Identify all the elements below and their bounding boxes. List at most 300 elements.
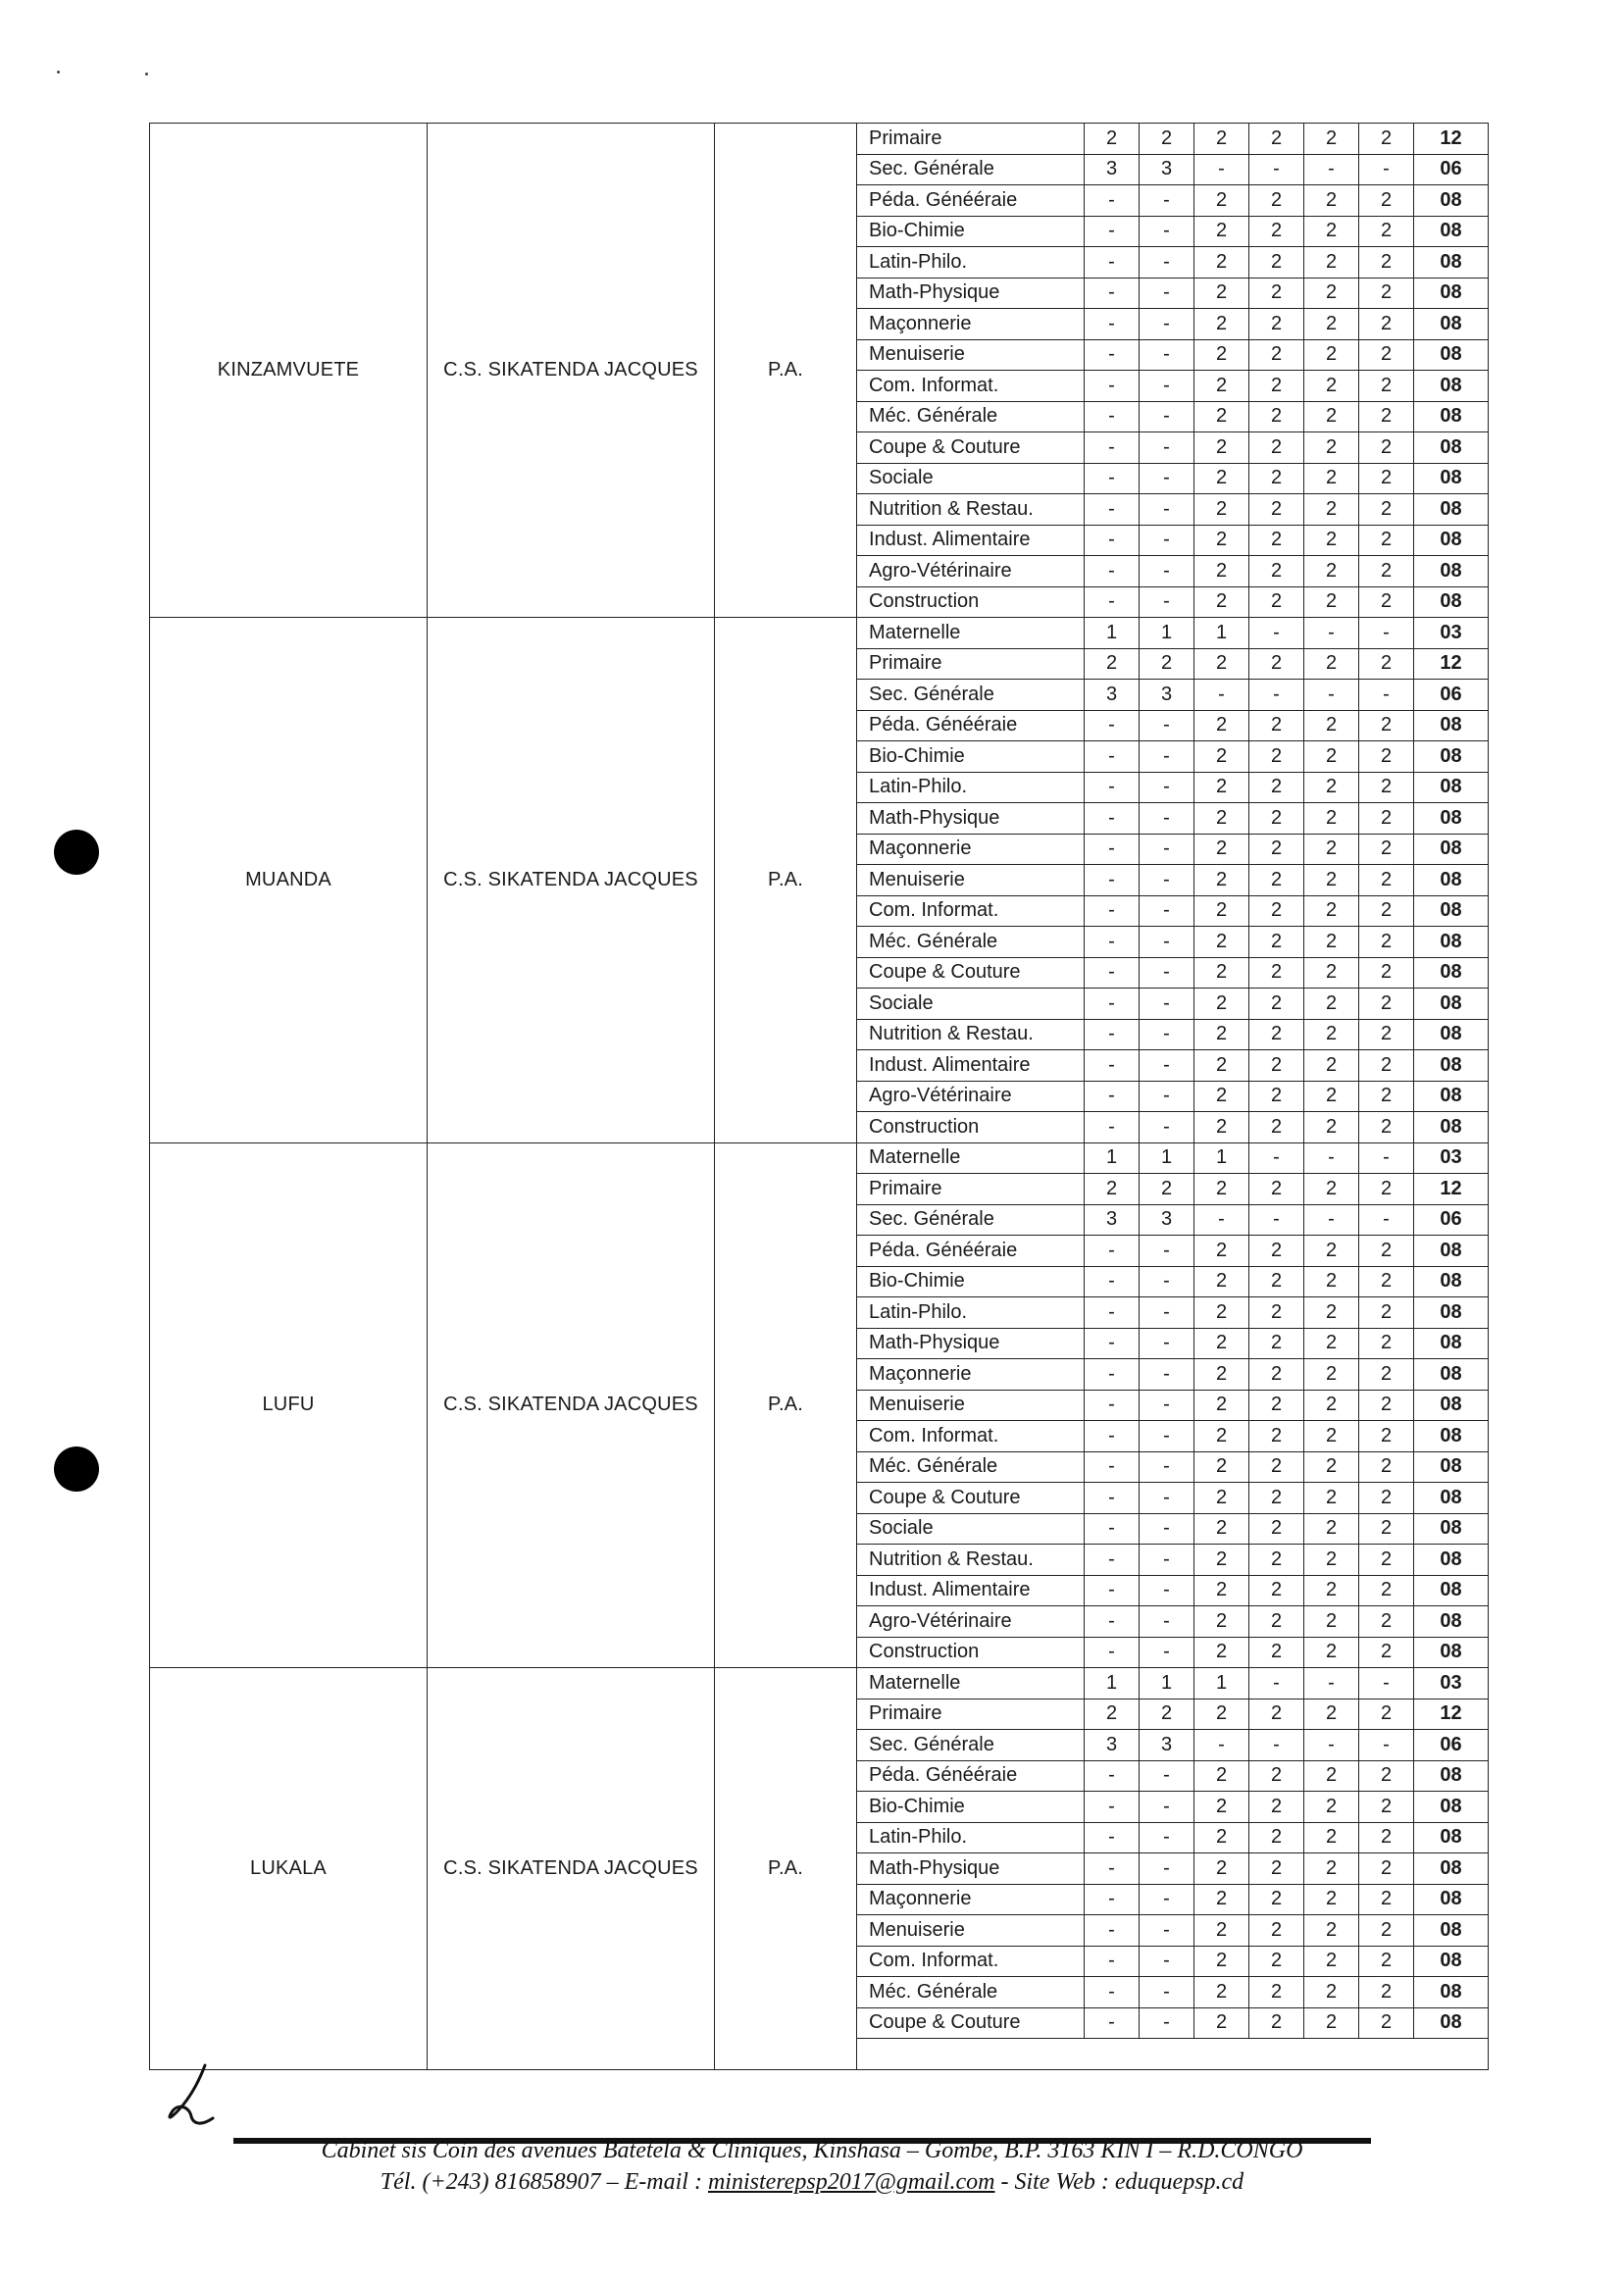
count-cell: 1 [1194,1668,1249,1700]
manager-cell: C.S. SIKATENDA JACQUES [428,124,715,618]
section-cell: Math-Physique [857,1328,1085,1359]
count-cell: 1 [1085,618,1140,649]
count-cell: 2 [1359,463,1414,494]
count-cell: 2 [1249,1451,1304,1483]
total-cell: 12 [1414,1174,1489,1205]
count-cell: 2 [1304,556,1359,587]
count-cell: - [1140,278,1194,309]
count-cell: 2 [1304,772,1359,803]
count-cell: 2 [1304,525,1359,556]
total-cell: 08 [1414,525,1489,556]
count-cell: - [1140,1081,1194,1112]
count-cell: - [1140,1359,1194,1391]
count-cell: 2 [1359,1112,1414,1143]
total-cell: 06 [1414,1204,1489,1236]
staffing-table [149,123,1489,2070]
count-cell: 1 [1140,1142,1194,1174]
total-cell: 08 [1414,463,1489,494]
count-cell: 2 [1359,339,1414,371]
count-cell: 2 [1359,865,1414,896]
count-cell: - [1085,432,1140,464]
count-cell: 2 [1359,124,1414,155]
total-cell: 08 [1414,309,1489,340]
count-cell: 2 [1304,1977,1359,2008]
total-cell: 08 [1414,401,1489,432]
footer-phone: Tél. (+243) 816858907 – E-mail : [380,2169,702,2195]
count-cell: 2 [1304,1853,1359,1885]
count-cell: - [1140,185,1194,217]
count-cell: - [1085,525,1140,556]
section-cell: Math-Physique [857,1853,1085,1885]
count-cell: 2 [1359,2007,1414,2039]
scan-speck [145,73,148,76]
section-cell: Indust. Alimentaire [857,1050,1085,1082]
count-cell: - [1140,216,1194,247]
count-cell: - [1359,1668,1414,1700]
count-cell: 2 [1304,309,1359,340]
count-cell: 2 [1249,401,1304,432]
count-cell: - [1085,1575,1140,1606]
section-cell: Péda. Génééraie [857,185,1085,217]
count-cell: - [1085,463,1140,494]
table-row [150,1142,1489,1174]
total-cell: 12 [1414,1699,1489,1730]
count-cell: - [1249,1142,1304,1174]
total-cell: 12 [1414,648,1489,680]
section-cell: Latin-Philo. [857,247,1085,279]
count-cell: - [1140,1390,1194,1421]
count-cell: - [1140,1760,1194,1792]
count-cell: 2 [1249,803,1304,835]
count-cell: - [1140,556,1194,587]
count-cell: 2 [1304,927,1359,958]
count-cell: 2 [1194,2007,1249,2039]
total-cell: 08 [1414,1915,1489,1947]
count-cell: 2 [1194,1050,1249,1082]
count-cell: 2 [1304,741,1359,773]
count-cell: 2 [1249,309,1304,340]
count-cell: 2 [1249,494,1304,526]
count-cell: 2 [1359,1946,1414,1977]
count-cell: 2 [1359,278,1414,309]
manager-cell: C.S. SIKATENDA JACQUES [428,1668,715,2070]
count-cell: 2 [1359,957,1414,989]
total-cell: 08 [1414,1390,1489,1421]
count-cell: 2 [1249,865,1304,896]
count-cell: 2 [1194,1421,1249,1452]
status-cell: P.A. [715,124,857,618]
count-cell: 2 [1359,1081,1414,1112]
count-cell: 1 [1140,1668,1194,1700]
section-cell: Nutrition & Restau. [857,494,1085,526]
count-cell: 2 [1249,1606,1304,1638]
count-cell: 2 [1304,247,1359,279]
count-cell: 2 [1359,1266,1414,1297]
total-cell: 08 [1414,1822,1489,1853]
count-cell: 2 [1249,1390,1304,1421]
section-cell: Péda. Génééraie [857,1760,1085,1792]
count-cell: 2 [1249,648,1304,680]
count-cell: - [1085,586,1140,618]
count-cell: - [1085,1297,1140,1329]
section-cell: Menuiserie [857,339,1085,371]
total-cell: 08 [1414,772,1489,803]
count-cell: - [1359,1204,1414,1236]
count-cell: - [1194,1204,1249,1236]
footer-email-link[interactable]: ministerepsp2017@gmail.com [707,2169,995,2195]
count-cell: 2 [1194,1359,1249,1391]
count-cell: - [1140,1853,1194,1885]
scan-speck [57,71,60,74]
count-cell: 2 [1194,1699,1249,1730]
count-cell: 2 [1249,216,1304,247]
count-cell: - [1140,1297,1194,1329]
total-cell: 08 [1414,803,1489,835]
count-cell: 2 [1304,216,1359,247]
count-cell: 2 [1359,772,1414,803]
total-cell: 08 [1414,1483,1489,1514]
count-cell: 2 [1304,1513,1359,1545]
count-cell: 2 [1249,1019,1304,1050]
total-cell: 08 [1414,1637,1489,1668]
count-cell: 2 [1249,1699,1304,1730]
count-cell: 2 [1194,1297,1249,1329]
section-cell: Com. Informat. [857,1946,1085,1977]
section-cell: Menuiserie [857,1915,1085,1947]
count-cell: 2 [1249,772,1304,803]
count-cell: 2 [1194,895,1249,927]
section-cell: Sec. Générale [857,680,1085,711]
count-cell: - [1085,1853,1140,1885]
count-cell: 2 [1249,1513,1304,1545]
total-cell: 08 [1414,1513,1489,1545]
total-cell: 08 [1414,710,1489,741]
section-cell: Maçonnerie [857,1359,1085,1391]
total-cell: 08 [1414,1575,1489,1606]
count-cell: - [1140,309,1194,340]
count-cell: 2 [1359,1297,1414,1329]
section-cell: Menuiserie [857,865,1085,896]
count-cell: 2 [1304,494,1359,526]
count-cell: 2 [1194,309,1249,340]
total-cell: 08 [1414,1421,1489,1452]
count-cell: 2 [1194,1174,1249,1205]
count-cell: - [1140,895,1194,927]
count-cell: 2 [1249,371,1304,402]
count-cell: 2 [1304,1266,1359,1297]
count-cell: 2 [1194,710,1249,741]
total-cell: 08 [1414,216,1489,247]
count-cell: 2 [1249,339,1304,371]
section-cell: Sociale [857,463,1085,494]
count-cell: 2 [1304,895,1359,927]
total-cell: 08 [1414,957,1489,989]
count-cell: 2 [1359,648,1414,680]
count-cell: - [1249,1204,1304,1236]
section-cell: Agro-Vétérinaire [857,1081,1085,1112]
total-cell: 08 [1414,2007,1489,2039]
count-cell: 2 [1304,710,1359,741]
table-row [150,1668,1489,1700]
count-cell: - [1085,741,1140,773]
count-cell: 2 [1249,1328,1304,1359]
count-cell: - [1085,989,1140,1020]
count-cell: 2 [1359,927,1414,958]
count-cell: 2 [1249,1174,1304,1205]
section-cell: Nutrition & Restau. [857,1545,1085,1576]
count-cell: 2 [1304,1884,1359,1915]
count-cell: 2 [1249,741,1304,773]
locality-cell: MUANDA [150,618,428,1143]
section-cell: Coupe & Couture [857,432,1085,464]
count-cell: - [1085,772,1140,803]
count-cell: - [1085,1606,1140,1638]
count-cell: - [1085,1421,1140,1452]
total-cell: 08 [1414,927,1489,958]
count-cell: 2 [1304,1019,1359,1050]
total-cell: 08 [1414,1297,1489,1329]
count-cell: - [1140,1112,1194,1143]
table-row [150,618,1489,649]
count-cell: 2 [1304,339,1359,371]
section-cell: Math-Physique [857,278,1085,309]
count-cell: 2 [1304,278,1359,309]
count-cell: - [1140,494,1194,526]
count-cell: 2 [1304,1606,1359,1638]
count-cell: - [1085,1545,1140,1576]
count-cell: 2 [1249,1359,1304,1391]
count-cell: 2 [1249,1236,1304,1267]
count-cell: - [1085,2007,1140,2039]
total-cell: 08 [1414,1977,1489,2008]
count-cell: - [1140,803,1194,835]
count-cell: 1 [1085,1668,1140,1700]
count-cell: - [1359,680,1414,711]
count-cell: 2 [1304,463,1359,494]
total-cell: 03 [1414,618,1489,649]
count-cell: - [1140,1266,1194,1297]
count-cell: - [1085,1513,1140,1545]
count-cell: 2 [1194,1236,1249,1267]
manager-cell: C.S. SIKATENDA JACQUES [428,618,715,1143]
count-cell: - [1085,1760,1140,1792]
count-cell: 2 [1359,710,1414,741]
count-cell: 2 [1249,1297,1304,1329]
total-cell: 08 [1414,1050,1489,1082]
count-cell: 3 [1140,1204,1194,1236]
count-cell: - [1194,1730,1249,1761]
count-cell: - [1249,154,1304,185]
section-cell: Primaire [857,1174,1085,1205]
count-cell: 3 [1085,1204,1140,1236]
count-cell: 2 [1359,556,1414,587]
count-cell: 2 [1140,1174,1194,1205]
count-cell: - [1085,556,1140,587]
count-cell: 2 [1359,1545,1414,1576]
count-cell: 2 [1304,1822,1359,1853]
table-row [150,124,1489,155]
locality-cell: KINZAMVUETE [150,124,428,618]
section-cell: Coupe & Couture [857,957,1085,989]
count-cell: - [1085,1236,1140,1267]
total-cell: 08 [1414,1019,1489,1050]
count-cell: - [1085,401,1140,432]
count-cell: - [1249,1730,1304,1761]
count-cell: 2 [1304,401,1359,432]
section-cell: Agro-Vétérinaire [857,556,1085,587]
count-cell: 2 [1304,1081,1359,1112]
count-cell: - [1249,618,1304,649]
total-cell: 08 [1414,1884,1489,1915]
count-cell: 2 [1359,1915,1414,1947]
total-cell: 08 [1414,1112,1489,1143]
count-cell: 2 [1304,1575,1359,1606]
count-cell: - [1140,463,1194,494]
count-cell: - [1085,1792,1140,1823]
count-cell: 1 [1194,618,1249,649]
count-cell: 2 [1304,1390,1359,1421]
section-cell: Agro-Vétérinaire [857,1606,1085,1638]
count-cell: - [1359,154,1414,185]
count-cell: - [1140,989,1194,1020]
locality-cell: LUKALA [150,1668,428,2070]
count-cell: 2 [1359,1451,1414,1483]
count-cell: 2 [1194,556,1249,587]
section-cell: Maçonnerie [857,834,1085,865]
count-cell: 2 [1249,124,1304,155]
count-cell: 2 [1249,1915,1304,1947]
total-cell: 08 [1414,1853,1489,1885]
count-cell: 2 [1194,1853,1249,1885]
count-cell: 2 [1194,1483,1249,1514]
footer-address: Cabinet sis Coin des avenues Batetela & Cliniques, Kinshasa – Gombe, B.P. 3163 KIN I – R.D.CONGO [321,2138,1303,2163]
count-cell: 2 [1194,1112,1249,1143]
count-cell: 2 [1249,1637,1304,1668]
section-cell: Primaire [857,124,1085,155]
section-cell: Latin-Philo. [857,772,1085,803]
count-cell: 2 [1194,1019,1249,1050]
count-cell: 2 [1194,1915,1249,1947]
count-cell: - [1359,1730,1414,1761]
count-cell: - [1140,1977,1194,2008]
count-cell: - [1085,216,1140,247]
section-cell: Coupe & Couture [857,1483,1085,1514]
count-cell: 2 [1304,1112,1359,1143]
count-cell: 2 [1249,957,1304,989]
count-cell: 2 [1359,895,1414,927]
count-cell: - [1140,525,1194,556]
total-cell: 08 [1414,1359,1489,1391]
count-cell: - [1085,1451,1140,1483]
count-cell: 2 [1304,1699,1359,1730]
count-cell: 2 [1359,432,1414,464]
count-cell: 3 [1140,154,1194,185]
count-cell: - [1140,1513,1194,1545]
count-cell: 2 [1359,247,1414,279]
footer-website: - Site Web : eduquepsp.cd [1000,2169,1244,2195]
count-cell: 2 [1249,556,1304,587]
total-cell: 08 [1414,865,1489,896]
count-cell: - [1140,957,1194,989]
count-cell: - [1085,1081,1140,1112]
count-cell: - [1304,1142,1359,1174]
count-cell: 2 [1194,1884,1249,1915]
count-cell: 2 [1194,278,1249,309]
count-cell: - [1085,1050,1140,1082]
count-cell: - [1085,371,1140,402]
count-cell: 2 [1304,1359,1359,1391]
count-cell: - [1140,1483,1194,1514]
count-cell: 2 [1249,432,1304,464]
count-cell: 2 [1249,525,1304,556]
count-cell: 2 [1304,1545,1359,1576]
count-cell: - [1140,339,1194,371]
total-cell: 08 [1414,556,1489,587]
count-cell: - [1140,1421,1194,1452]
section-cell: Maternelle [857,1142,1085,1174]
count-cell: 2 [1249,1792,1304,1823]
section-cell: Construction [857,1637,1085,1668]
count-cell: 2 [1194,1266,1249,1297]
section-cell: Com. Informat. [857,895,1085,927]
total-cell: 08 [1414,278,1489,309]
count-cell: 2 [1249,1760,1304,1792]
count-cell: 2 [1249,927,1304,958]
section-cell: Méc. Générale [857,1451,1085,1483]
count-cell: 2 [1304,1946,1359,1977]
count-cell: - [1304,1204,1359,1236]
total-cell: 08 [1414,741,1489,773]
count-cell: 2 [1359,1884,1414,1915]
count-cell: 2 [1194,1760,1249,1792]
count-cell: 2 [1249,834,1304,865]
section-cell: Méc. Générale [857,1977,1085,2008]
count-cell: 2 [1194,927,1249,958]
section-cell: Com. Informat. [857,371,1085,402]
count-cell: 2 [1304,1792,1359,1823]
count-cell: 2 [1304,1915,1359,1947]
count-cell: 2 [1085,1174,1140,1205]
count-cell: 2 [1249,247,1304,279]
count-cell: - [1085,957,1140,989]
total-cell: 08 [1414,895,1489,927]
count-cell: 2 [1359,1019,1414,1050]
count-cell: 3 [1085,1730,1140,1761]
section-cell: Péda. Génééraie [857,710,1085,741]
section-cell: Maçonnerie [857,1884,1085,1915]
total-cell: 08 [1414,1081,1489,1112]
status-cell: P.A. [715,618,857,1143]
total-cell: 08 [1414,371,1489,402]
count-cell: - [1304,1730,1359,1761]
total-cell: 03 [1414,1142,1489,1174]
count-cell: - [1085,1822,1140,1853]
count-cell: 2 [1304,432,1359,464]
total-cell: 08 [1414,1236,1489,1267]
total-cell: 08 [1414,1545,1489,1576]
count-cell: - [1140,710,1194,741]
count-cell: 2 [1249,710,1304,741]
count-cell: 2 [1304,989,1359,1020]
count-cell: 2 [1249,463,1304,494]
total-cell: 08 [1414,185,1489,217]
status-cell: P.A. [715,1668,857,2070]
count-cell: - [1085,1359,1140,1391]
count-cell: - [1085,1977,1140,2008]
count-cell: - [1085,1390,1140,1421]
total-cell: 08 [1414,1328,1489,1359]
count-cell: - [1140,1637,1194,1668]
